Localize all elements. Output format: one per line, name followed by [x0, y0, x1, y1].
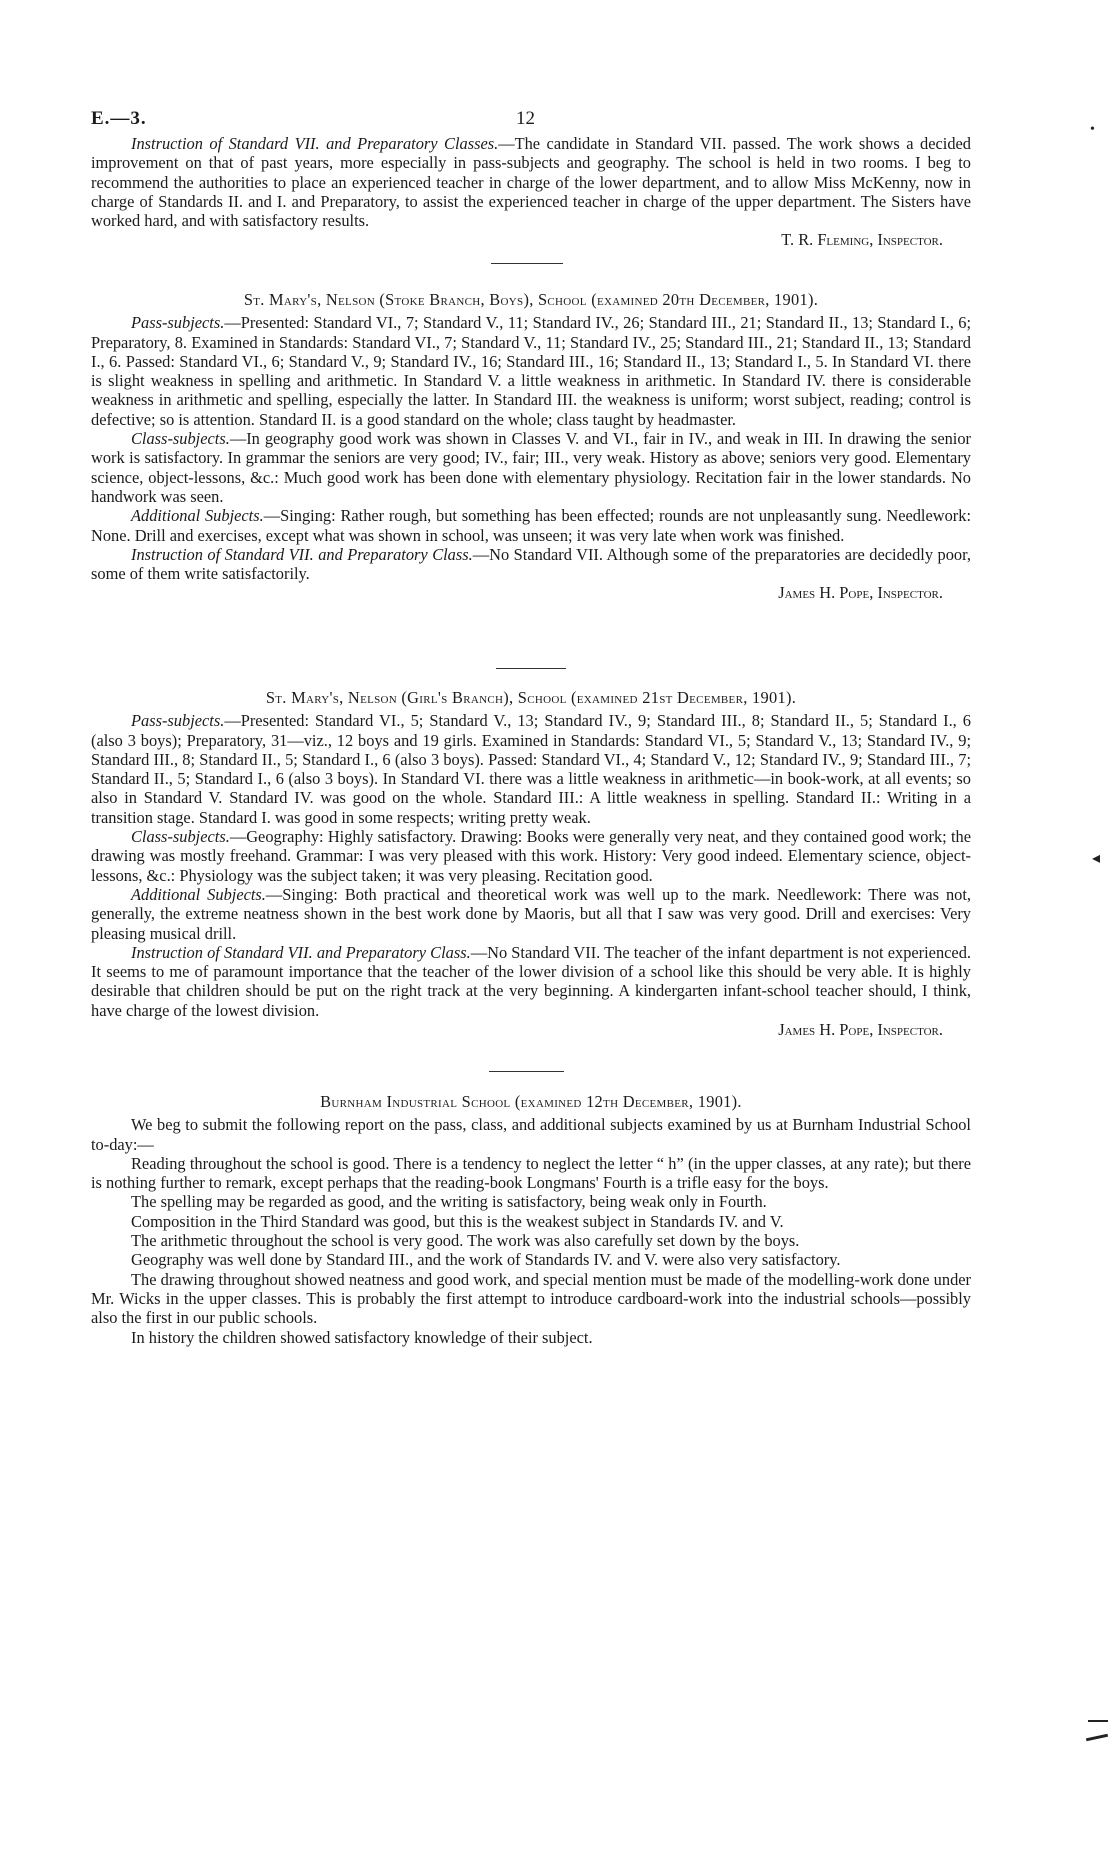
inspector-signature: T. R. Fleming, Inspector.	[781, 230, 943, 250]
paragraph: The spelling may be regarded as good, and the writing is satisfactory, being weak only in Fourth.	[131, 1192, 767, 1212]
paragraph: Pass-subjects.—Presented: Standard VI., 7; Standard V., 11; Standard IV., 26; Standard III., 21; Standard II., 13; Standard I., 6; Preparatory, 8. Examined in Standards: Standard VI., 7; Standard V., 11; Standard IV., 25; Standard III., 21; Standard II., 13; Standard I., 6. Passed: Standard VI., 6; Standard V., 9; Standard IV., 16; Standard III., 16; Standard II., 13; Standard I., 5. In Standard VI. there is slight weakness in spelling and arithmetic. In Standard V. a little weakness in arithmetic. In Standard IV. there is considerable weakness in arithmetic and spelling, especially the latter. In Standard III. the weakness is uniform; worst subject, reading; control is defective; so is attention. Standard II. is a good standard on the whole; class taught by headmaster.	[91, 313, 971, 429]
paragraph: Composition in the Third Standard was good, but this is the weakest subject in Standards IV. and V.	[131, 1211, 784, 1231]
inspector-signature: James H. Pope, Inspector.	[778, 1020, 943, 1040]
section-heading: Burnham Industrial School (examined 12th December, 1901).	[320, 1092, 742, 1111]
scan-mark: ◂	[1092, 850, 1101, 867]
paragraph: The drawing throughout showed neatness and good work, and special mention must be made of the modelling-work done under Mr. Wicks in the upper classes. This is probably the first attempt to introduce cardboard-work into the industrial schools—possibly also the first in our public schools.	[91, 1269, 971, 1328]
page-number: 12	[516, 108, 535, 129]
paragraph	[91, 134, 971, 230]
document-code: E.—3.	[91, 108, 147, 129]
section-stoke-branch	[91, 290, 971, 603]
paragraph-lead: Instruction of Standard VII. and Preparatory Classes.	[131, 134, 499, 153]
paragraph: Additional Subjects.—Singing: Rather rough, but something has been effected; rounds are not unpleasantly sung. Needlework: None. Drill and exercises, except what was shown in school, was unseen; it was very late when work was finished.	[91, 506, 972, 545]
paragraph-text: —The candidate in Standard VII. passed. The work shows a decided improvement on that of past years, more especially in pass-subjects and geography. The school is held in two rooms. I beg to recommend the authorities to place an experienced teacher in charge of the lower department, and to allow Miss McKenny, now in charge of Standards II. and I. and Preparatory, to assist the experienced teacher in charge of the upper department. The Sisters have worked hard, and with satisfactory results.	[91, 134, 971, 231]
section-heading: St. Mary's, Nelson (Girl's Branch), School (examined 21st December, 1901).	[265, 688, 797, 707]
inspector-signature: James H. Pope, Inspector.	[778, 583, 943, 603]
section-girls-branch	[91, 688, 971, 1039]
section-previous-school	[91, 134, 971, 250]
scan-mark	[1086, 1734, 1108, 1742]
section-burnham	[91, 1092, 971, 1347]
scan-mark: •	[1090, 122, 1095, 137]
paragraph: Instruction of Standard VII. and Preparatory Class.—No Standard VII. Although some of the preparatories are decidedly poor, some of them write satisfactorily.	[91, 544, 971, 584]
paragraph: Class-subjects.—Geography: Highly satisfactory. Drawing: Books were generally very neat, and they contained good work; the drawing was mostly freehand. Grammar: I was very pleased with this work. History: Very good indeed. Elementary science, object-lessons, &c.: Physiology was the subject taken; it was very pleasing. Recitation good.	[91, 827, 971, 885]
paragraph: The arithmetic throughout the school is very good. The work was also carefully set down by the boys.	[131, 1231, 800, 1251]
section-divider	[489, 1071, 564, 1072]
paragraph: Class-subjects.—In geography good work was shown in Classes V. and VI., fair in IV., and weak in III. In drawing the senior work is satisfactory. In grammar the seniors are very good; IV., fair; III., very weak. History as above; seniors very good. Elementary science, object-lessons, &c.: Much good work has been done with elementary physiology. Recitation fair in the lower standards. No handwork was seen.	[91, 429, 971, 506]
section-heading: St. Mary's, Nelson (Stoke Branch, Boys), School (examined 20th December, 1901).	[243, 290, 819, 309]
section-divider	[491, 263, 563, 264]
scan-mark	[1088, 1720, 1108, 1722]
paragraph: Instruction of Standard VII. and Preparatory Class.—No Standard VII. The teacher of the infant department is not experienced. It seems to me of paramount importance that the teacher of the lower division of a school like this should be very able. It is highly desirable that children should be put on the right track at the very beginning. A kindergarten infant-school teacher should, I think, have charge of the lowest division.	[91, 942, 971, 1020]
paragraph: Additional Subjects.—Singing: Both practical and theoretical work was well up to the mark. Needlework: There was not, generally, the extreme neatness shown in the best work done by Maoris, but all that I saw was very good. Drill and exercises: Very pleasing musical drill.	[91, 884, 971, 943]
paragraph: Geography was well done by Standard III., and the work of Standards IV. and V. were also very satisfactory.	[131, 1250, 841, 1270]
paragraph: Pass-subjects.—Presented: Standard VI., 5; Standard V., 13; Standard IV., 9; Standard III., 8; Standard II., 5; Standard I., 6 (also 3 boys); Preparatory, 31—viz., 12 boys and 19 girls. Examined in Standards: Standard VI., 5; Standard V., 13; Standard IV., 9; Standard III., 8; Standard II., 5; Standard I., 6 (also 3 boys). Passed: Standard VI., 4; Standard V., 12; Standard IV., 9; Standard III., 7; Standard II., 5; Standard I., 6 (also 3 boys). In Standard VI. there was a little weakness in arithmetic—in book-work, at all events; so also in Standard V. Standard IV. was good on the whole. Standard III.: A little weakness in spelling. Standard II.: Writing in a transition stage. Standard I. was good in some respects; writing pretty weak.	[91, 711, 971, 827]
paragraph: We beg to submit the following report on the pass, class, and additional subjects examined by us at Burnham Industrial School to-day:—	[91, 1115, 971, 1154]
section-divider	[496, 668, 566, 669]
paragraph: Reading throughout the school is good. There is a tendency to neglect the letter “ h” (in the upper classes, at any rate); but there is nothing further to remark, except perhaps that the reading-book Longmans' Fourth is a trifle easy for the boys.	[91, 1153, 971, 1193]
paragraph: In history the children showed satisfactory knowledge of their subject.	[131, 1327, 593, 1347]
